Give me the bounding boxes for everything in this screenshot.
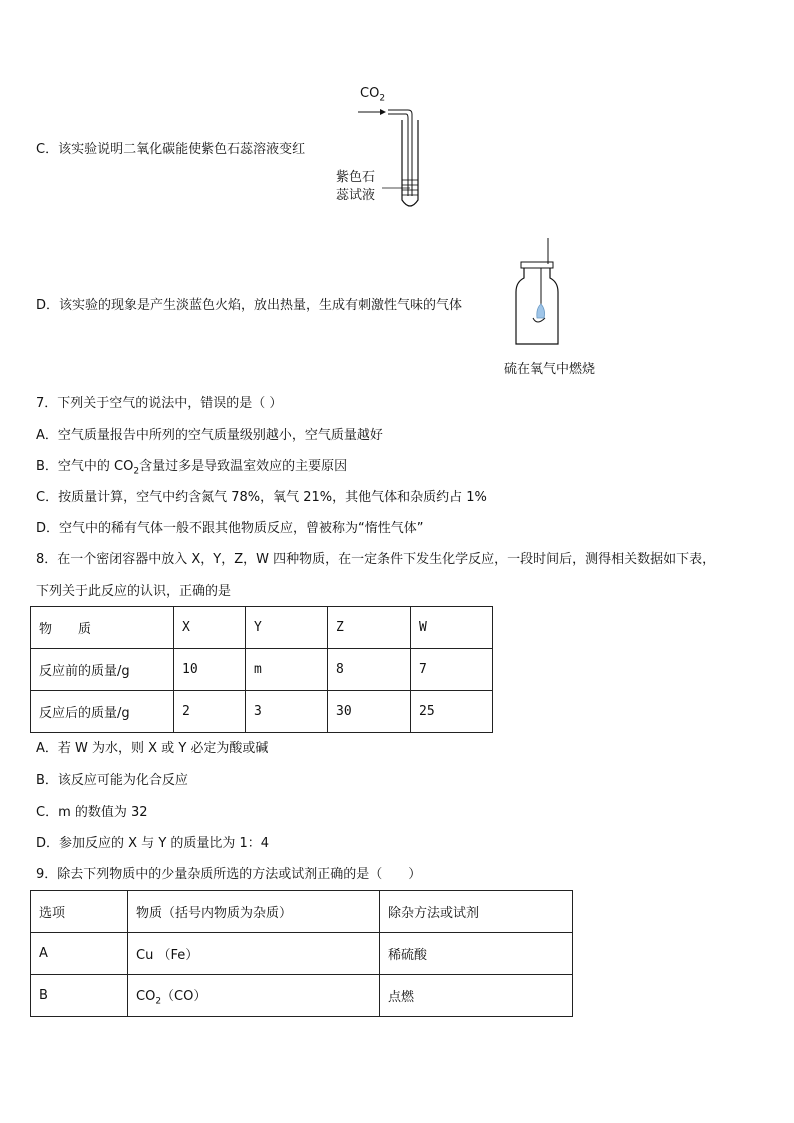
- sulfur-combustion-figure: [500, 234, 620, 384]
- table-header-cell: 除杂方法或试剂: [380, 891, 573, 933]
- table-header-cell: W: [411, 607, 493, 649]
- q6-option-c: C．该实验说明二氧化碳能使紫色石蕊溶液变红: [36, 142, 306, 157]
- q8-option-c: C．m 的数值为 32: [36, 805, 148, 820]
- q7-option-b-pre: B．空气中的 CO: [36, 459, 134, 474]
- table-cell: 7: [411, 649, 493, 691]
- table-cell: 反应后的质量/g: [31, 691, 174, 733]
- co2-test-tube-figure: [330, 84, 440, 214]
- table-cell: 3: [246, 691, 328, 733]
- substance-sub: 2: [155, 996, 162, 1007]
- q7-option-b: [36, 458, 347, 481]
- q8-stem-line2: 下列关于此反应的认识，正确的是: [36, 584, 232, 599]
- table-header-cell: Y: [246, 607, 328, 649]
- table-cell: 10: [174, 649, 246, 691]
- table-cell: 25: [411, 691, 493, 733]
- co2-gas-text: CO: [360, 86, 380, 101]
- table-header-cell: 物质（括号内物质为杂质）: [128, 891, 380, 933]
- table-header-cell: Z: [328, 607, 411, 649]
- table-cell: 2: [174, 691, 246, 733]
- table-header-row: [31, 607, 493, 649]
- q7-option-c: C．按质量计算，空气中约含氮气 78%，氧气 21%，其他气体和杂质约占 1%: [36, 490, 487, 505]
- table-cell: m: [246, 649, 328, 691]
- table-cell: 30: [328, 691, 411, 733]
- table-row: [31, 649, 493, 691]
- gas-jar-icon: [500, 234, 620, 354]
- table-header-cell: 物 质: [31, 607, 174, 649]
- table-row: [31, 933, 573, 975]
- q8-option-b: B．该反应可能为化合反应: [36, 773, 188, 788]
- table-cell: [128, 975, 380, 1017]
- q7-option-d: D．空气中的稀有气体一般不跟其他物质反应，曾被称为“惰性气体”: [36, 521, 424, 536]
- q8-mass-table: [30, 606, 493, 733]
- substance-post: （CO）: [161, 988, 207, 1004]
- litmus-label-line2: 蕊试液: [336, 188, 376, 203]
- q7-stem: 7．下列关于空气的说法中，错误的是（ ）: [36, 396, 283, 411]
- q7-option-b-post: 含量过多是导致温室效应的主要原因: [139, 459, 348, 474]
- q9-stem: 9．除去下列物质中的少量杂质所选的方法或试剂正确的是（ ）: [36, 867, 422, 882]
- table-cell: 反应前的质量/g: [31, 649, 174, 691]
- table-cell: 8: [328, 649, 411, 691]
- table-header-row: [31, 891, 573, 933]
- co2-gas-subscript: 2: [379, 93, 386, 104]
- table-cell: A: [31, 933, 128, 975]
- sulfur-combustion-caption: 硫在氧气中燃烧: [504, 362, 596, 377]
- table-cell: B: [31, 975, 128, 1017]
- table-row: [31, 975, 573, 1017]
- q8-option-d: D．参加反应的 X 与 Y 的质量比为 1：4: [36, 836, 270, 851]
- q9-purification-table: [30, 890, 573, 1017]
- litmus-label-line1: 紫色石: [336, 170, 376, 185]
- table-cell: Cu （Fe）: [128, 933, 380, 975]
- q6-option-d: D．该实验的现象是产生淡蓝色火焰，放出热量，生成有刺激性气味的气体: [36, 298, 463, 313]
- table-header-cell: 选项: [31, 891, 128, 933]
- q7-option-a: A．空气质量报告中所列的空气质量级别越小，空气质量越好: [36, 428, 383, 443]
- q7-option-b-sub: 2: [133, 466, 140, 477]
- table-cell: 稀硫酸: [380, 933, 573, 975]
- q8-stem-line1: 8．在一个密闭容器中放入 X，Y，Z，W 四种物质，在一定条件下发生化学反应，一段时间后，测得相关数据如下表，: [36, 552, 716, 567]
- table-cell: 点燃: [380, 975, 573, 1017]
- table-header-cell: X: [174, 607, 246, 649]
- q8-option-a: A．若 W 为水，则 X 或 Y 必定为酸或碱: [36, 741, 269, 756]
- table-row: [31, 691, 493, 733]
- substance-pre: CO: [136, 988, 156, 1004]
